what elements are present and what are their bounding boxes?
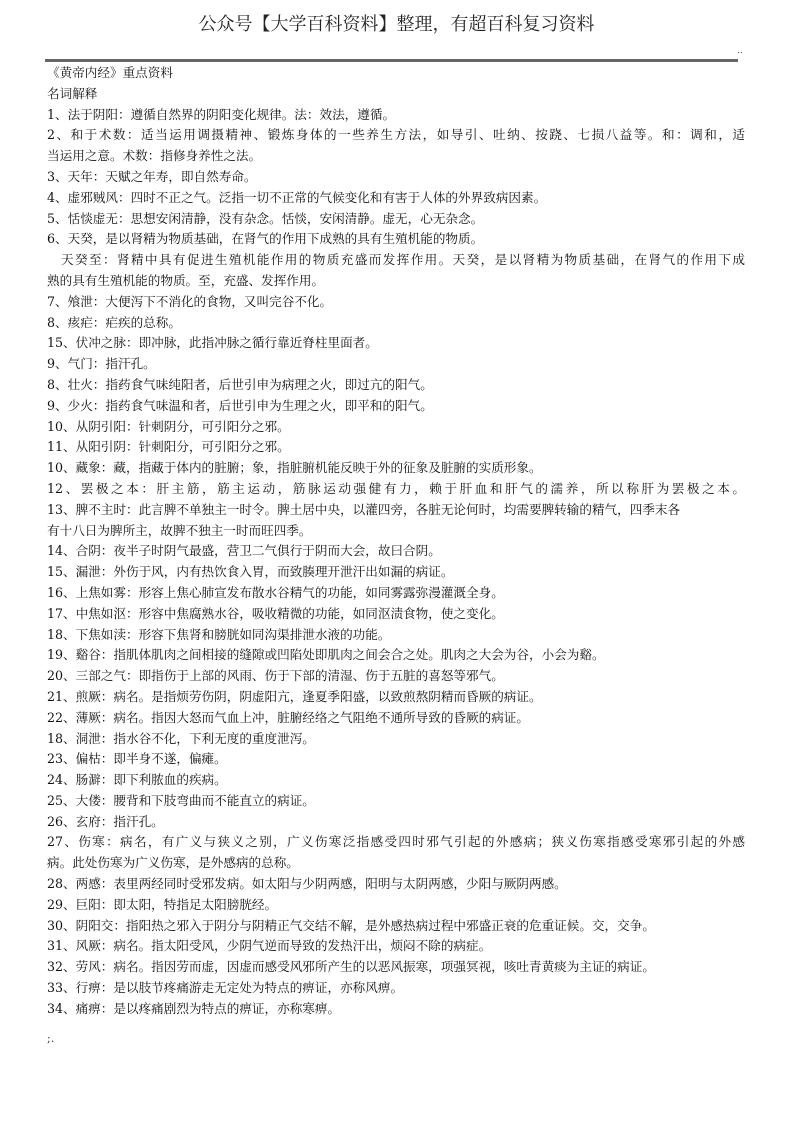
definition-line: 26、玄府：指汗孔。 bbox=[47, 813, 164, 829]
definition-line: 22、薄厥：病名。指因大怒而气血上冲，脏腑经络之气阻绝不通所导致的昏厥的病证。 bbox=[47, 709, 529, 725]
definition-line: 5、恬惔虚无：思想安闲清静，没有杂念。恬惔，安闲清静。虚无，心无杂念。 bbox=[47, 210, 484, 226]
definition-line: 7、飧泄：大便泻下不消化的食物，又叫完谷不化。 bbox=[47, 293, 333, 309]
definition-line: 有十八日为脾所主，故脾不独主一时而旺四季。 bbox=[47, 522, 312, 538]
definition-line: 11、从阳引阴：针刺阳分，可引阳分之邪。 bbox=[47, 439, 290, 455]
definition-line: 8、痎疟：疟疾的总称。 bbox=[47, 314, 181, 330]
definition-line: 25、大偻：腰背和下肢弯曲而不能直立的病证。 bbox=[47, 792, 315, 808]
document-title: 《黄帝内经》重点资料 bbox=[47, 65, 173, 80]
definition-line: 9、气门：指汗孔。 bbox=[47, 356, 156, 372]
definition-line: 21、煎厥：病名。是指烦劳伤阴，阴虚阳亢，逢夏季阳盛，以致煎熬阴精而昏厥的病证。 bbox=[47, 688, 542, 704]
definition-line: 熟的具有生殖机能的物质。至，充盛、发挥作用。 bbox=[47, 272, 325, 288]
definition-line: 8、壮火：指药食气味纯阳者，后世引申为病理之火，即过亢的阳气。 bbox=[47, 376, 433, 392]
definition-line: 2、和于术数：适当运用调摄精神、锻炼身体的一些养生方法，如导引、吐纳、按跷、七损八益等。和：调和，适 bbox=[47, 127, 745, 143]
definition-line: 15、漏泄：外伤于风，内有热饮食入胃，而致腠理开泄汗出如漏的病证。 bbox=[47, 564, 454, 580]
definition-line: 6、天癸，是以肾精为物质基础，在肾气的作用下成熟的具有生殖机能的物质。 bbox=[47, 231, 484, 247]
definition-line: 10、从阴引阳：针刺阴分，可引阳分之邪。 bbox=[47, 418, 290, 434]
definition-line: 24、肠澼：即下利脓血的疾病。 bbox=[47, 772, 227, 788]
definition-line: 17、中焦如沤：形容中焦腐熟水谷，吸收精微的功能，如同沤渍食物，使之变化。 bbox=[47, 605, 504, 621]
section-heading: 名词解释 bbox=[47, 85, 98, 101]
definition-line: 天癸至：肾精中具有促进生殖机能作用的物质充盛而发挥作用。天癸，是以肾精为物质基础，在肾气的作用下成 bbox=[61, 252, 745, 268]
definition-line: 12、罢极之本：肝主筋，筋主运动，筋脉运动强健有力，赖于肝血和肝气的濡养，所以称肝为罢极之本。 bbox=[47, 480, 745, 496]
page-header-title: 公众号【大学百科资料】整理，有超百科复习资料 bbox=[198, 14, 595, 35]
header-divider bbox=[45, 59, 738, 62]
document-body bbox=[47, 63, 745, 1020]
definition-line: 29、巨阳：即太阳，特指足太阳膀胱经。 bbox=[47, 896, 278, 912]
definition-line: 4、虚邪贼风：四时不正之气。泛指一切不正常的气候变化和有害于人体的外界致病因素。 bbox=[47, 189, 547, 205]
definition-line: 31、风厥：病名。指太阳受风，少阴气逆而导致的发热汗出，烦闷不除的病症。 bbox=[47, 938, 492, 954]
definition-line: 3、天年：天赋之年寿，即自然寿命。 bbox=[47, 168, 257, 184]
header-corner-mark: .. bbox=[737, 46, 743, 56]
definition-line: 15、伏冲之脉：即冲脉，此指冲脉之循行靠近脊柱里面者。 bbox=[47, 335, 378, 351]
definition-line: 27、伤寒：病名，有广义与狭义之别，广义伤寒泛指感受四时邪气引起的外感病；狭义伤寒指感受寒邪引起的外感 bbox=[47, 834, 745, 850]
definition-line: 当运用之意。术数：指修身养性之法。 bbox=[47, 148, 262, 164]
definition-line: 30、阴阳交：指阳热之邪入于阴分与阴精正气交结不解，是外感热病过程中邪盛正衰的危重证候。交，交争。 bbox=[47, 917, 655, 933]
definition-line: 19、谿谷：指肌体肌肉之间相接的缝隙或凹陷处即肌肉之间会合之处。肌肉之大会为谷，小会为谿。 bbox=[47, 647, 605, 663]
definition-line: 16、上焦如雾：形容上焦心肺宣发布散水谷精气的功能，如同雾露弥漫灌溉全身。 bbox=[47, 584, 504, 600]
definition-line: 23、偏枯：即半身不遂，偏瘫。 bbox=[47, 751, 227, 767]
definition-line: 34、痛痹：是以疼痛剧烈为特点的痹证，亦称寒痹。 bbox=[47, 1000, 341, 1016]
definition-line: 1、法于阴阳：遵循自然界的阴阳变化规律。法：效法，遵循。 bbox=[47, 106, 396, 122]
definition-line: 病。此处伤寒为广义伤寒，是外感病的总称。 bbox=[47, 855, 299, 871]
definition-line: 32、劳风：病名。指因劳而虚，因虚而感受风邪所产生的以恶风振寒，项强冥视，咳吐青黄痰为主证的病证。 bbox=[47, 959, 655, 975]
definition-line: 18、下焦如渎：形容下焦肾和膀胱如同沟渠排泄水液的功能。 bbox=[47, 626, 391, 642]
definition-line: 10、藏象：藏，指藏于体内的脏腑；象，指脏腑机能反映于外的征象及脏腑的实质形象。 bbox=[47, 460, 542, 476]
definition-line: 18、洞泄：指水谷不化，下利无度的重度泄泻。 bbox=[47, 730, 315, 746]
end-mark: ;. bbox=[47, 1032, 55, 1045]
definition-line: 9、少火：指药食气味温和者，后世引申为生理之火，即平和的阳气。 bbox=[47, 397, 433, 413]
definition-line: 13、脾不主时：此言脾不单独主一时令。脾土居中央，以灌四旁，各脏无论何时，均需要脾转输的精气，四季末各 bbox=[47, 501, 681, 517]
definition-line: 14、合阴：夜半子时阴气最盛，营卫二气俱行于阴而大会，故曰合阴。 bbox=[47, 543, 441, 559]
definition-line: 33、行痹：是以肢节疼痛游走无定处为特点的痹证，亦称风痹。 bbox=[47, 980, 404, 996]
definition-line: 20、三部之气：即指伤于上部的风雨、伤于下部的清湿、伤于五脏的喜怒等邪气。 bbox=[47, 668, 504, 684]
definition-line: 28、两感：表里两经同时受邪发病。如太阳与少阴两感，阳明与太阴两感，少阳与厥阴两感。 bbox=[47, 876, 567, 892]
